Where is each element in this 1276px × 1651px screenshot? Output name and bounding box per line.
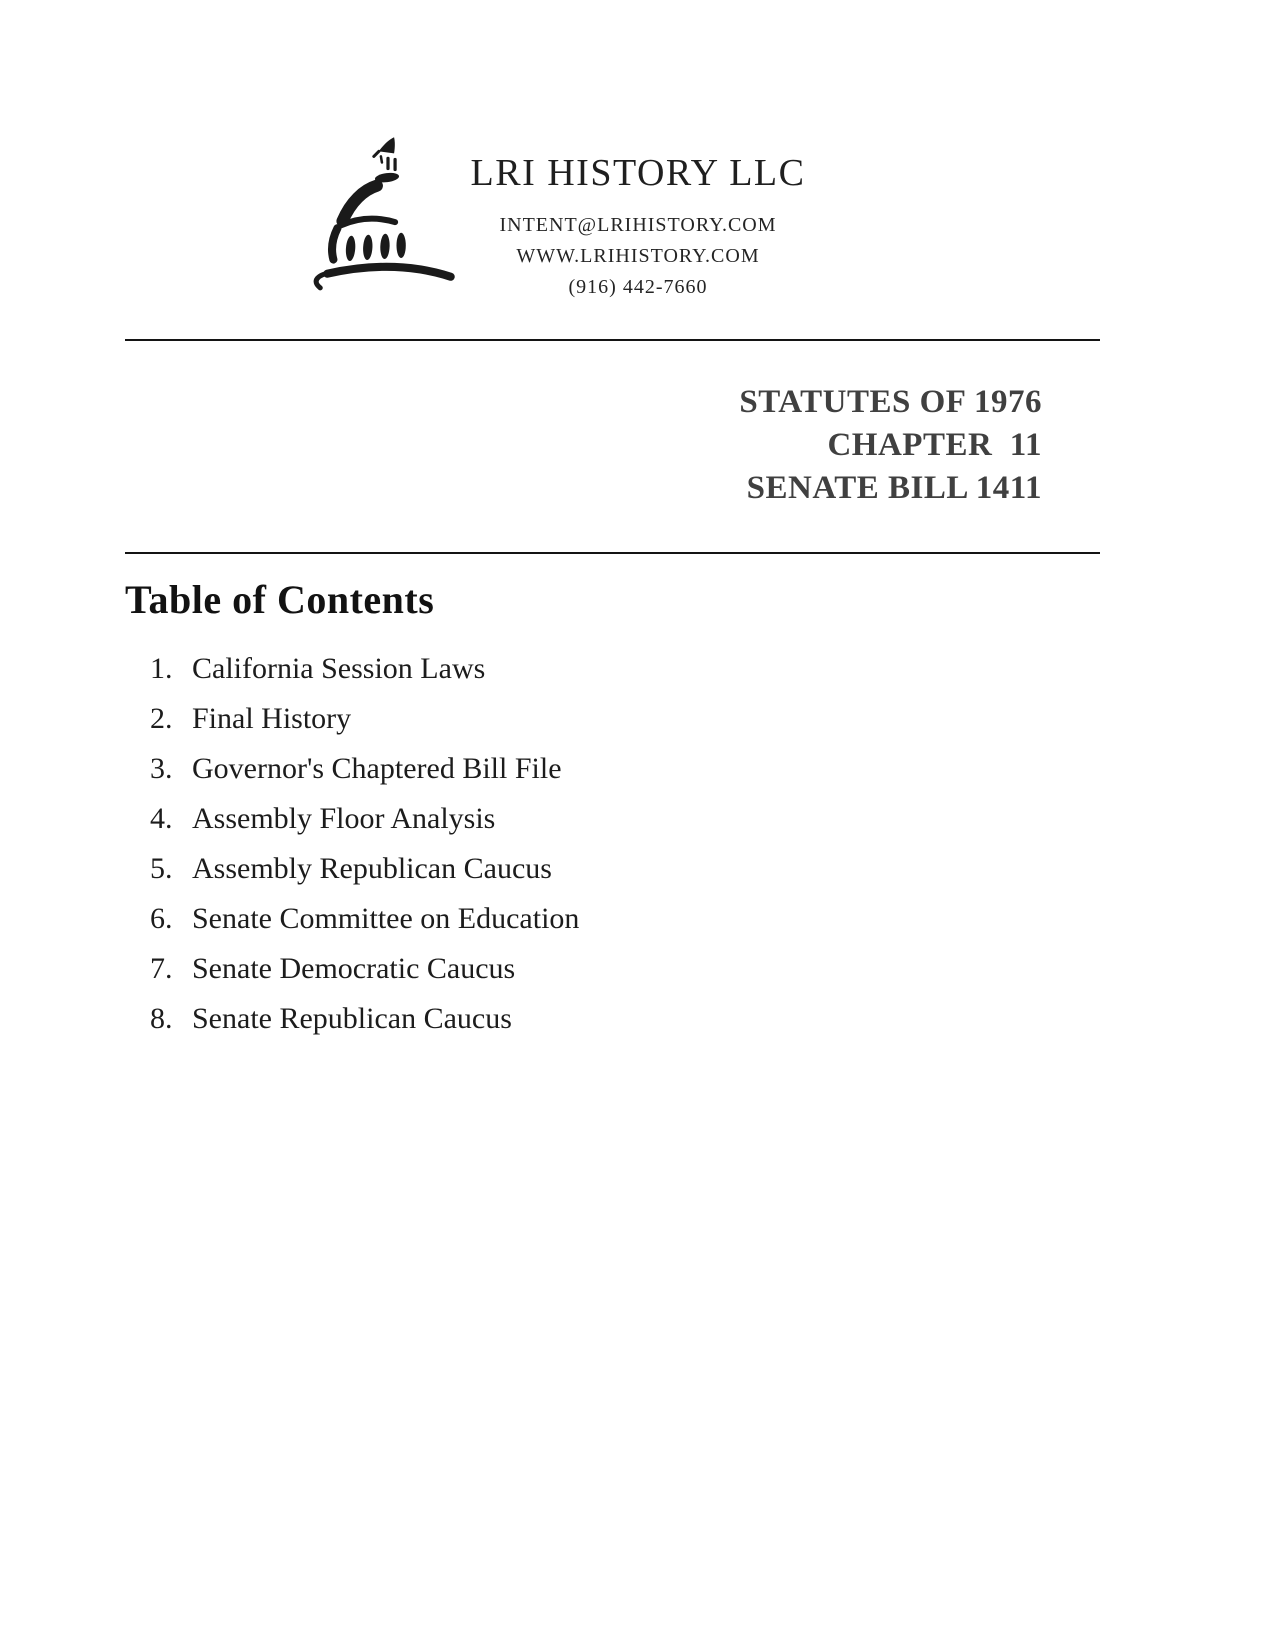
toc-item-number: 6. — [150, 902, 173, 935]
toc-item-number: 7. — [150, 952, 173, 985]
senate-bill-line: SENATE BILL 1411 — [746, 470, 1042, 506]
toc-item — [125, 894, 1100, 944]
table-of-contents — [125, 577, 1100, 1044]
toc-item — [125, 994, 1100, 1044]
toc-item-number: 8. — [150, 1002, 173, 1035]
toc-item — [125, 694, 1100, 744]
company-website: WWW.LRIHISTORY.COM — [516, 245, 760, 267]
toc-item — [125, 794, 1100, 844]
toc-item-label: Final History — [192, 702, 352, 735]
toc-list — [125, 644, 1100, 1044]
toc-title: Table of Contents — [125, 577, 435, 622]
company-phone: (916) 442-7660 — [568, 276, 708, 298]
toc-item-number: 1. — [150, 652, 173, 685]
company-email: INTENT@LRIHISTORY.COM — [499, 214, 777, 236]
toc-item-label: Assembly Floor Analysis — [192, 802, 496, 835]
toc-item-number: 5. — [150, 852, 173, 885]
toc-item — [125, 844, 1100, 894]
statutes-line: STATUTES OF 1976 — [739, 384, 1042, 420]
company-name: LRI HISTORY LLC — [470, 152, 806, 194]
divider-bottom — [125, 552, 1100, 554]
toc-item-label: Assembly Republican Caucus — [192, 852, 552, 885]
toc-item-label: Senate Republican Caucus — [192, 1002, 512, 1035]
divider-top — [125, 339, 1100, 341]
case-header — [125, 381, 1100, 510]
toc-item-label: Senate Committee on Education — [192, 902, 580, 935]
toc-item — [125, 644, 1100, 694]
letterhead — [0, 152, 1276, 303]
toc-item-label: Governor's Chaptered Bill File — [192, 752, 562, 785]
toc-item-label: Senate Democratic Caucus — [192, 952, 516, 985]
toc-item-number: 3. — [150, 752, 173, 785]
toc-item-number: 4. — [150, 802, 173, 835]
chapter-line: CHAPTER 11 — [827, 427, 1042, 463]
toc-item-label: California Session Laws — [192, 652, 486, 685]
toc-item — [125, 744, 1100, 794]
toc-item — [125, 944, 1100, 994]
toc-item-number: 2. — [150, 702, 173, 735]
